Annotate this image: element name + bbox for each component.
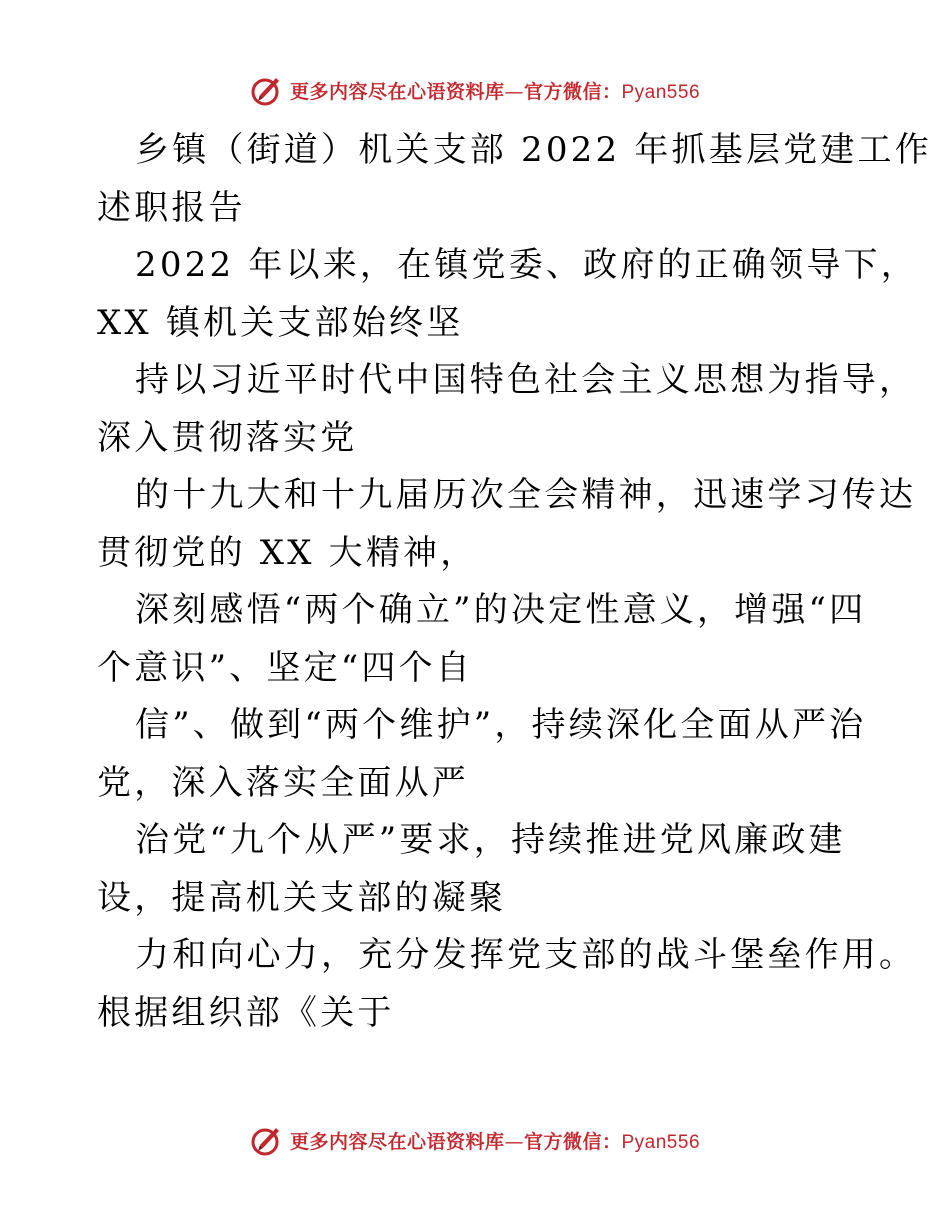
bottom-watermark-banner: [0, 1120, 950, 1160]
paragraph-4: [97, 467, 917, 582]
watermark-label: 官方微信：: [523, 1130, 622, 1153]
text-line: 述职报告: [97, 187, 246, 228]
quill-pen-logo-icon: [250, 73, 284, 107]
text-line: 深刻感悟“两个确立”的决定性意义，增强“四: [135, 590, 867, 630]
text-line: 治党“九个从严”要求，持续推进党风廉政建: [135, 820, 846, 860]
paragraph-2: [97, 237, 918, 352]
paragraph-8: [97, 927, 917, 1042]
watermark-text: [290, 1127, 700, 1154]
watermark-separator: —: [504, 1130, 524, 1153]
text-line: 设，提高机关支部的凝聚: [97, 877, 507, 918]
watermark-main: 更多内容尽在心语资料库: [289, 1130, 505, 1153]
text-line: 力和向心力，充分发挥党支部的战斗堡垒作用。: [135, 935, 917, 975]
quill-pen-logo-icon: [250, 1123, 284, 1157]
text-line: XX 镇机关支部始终坚: [97, 302, 464, 343]
watermark-separator: —: [504, 80, 524, 103]
text-line: 个意识”、坚定“四个自: [97, 647, 473, 688]
watermark-text: [290, 77, 700, 104]
watermark-main: 更多内容尽在心语资料库: [289, 80, 505, 103]
paragraph-5: [97, 582, 867, 697]
text-line: 深入贯彻落实党: [97, 417, 358, 458]
text-line: 持以习近平时代中国特色社会主义思想为指导，: [135, 360, 917, 400]
text-line: 贯彻党的 XX 大精神，: [97, 532, 478, 573]
text-line: 乡镇（街道）机关支部 2022 年抓基层党建工作: [135, 130, 932, 170]
paragraph-1: [97, 122, 932, 237]
watermark-handle: Pyan556: [621, 1131, 701, 1153]
paragraph-3: [97, 352, 917, 467]
document-body: [97, 122, 932, 1042]
watermark-label: 官方微信：: [523, 80, 622, 103]
paragraph-6: [97, 697, 867, 812]
text-line: 根据组织部《关于: [97, 992, 395, 1033]
text-line: 党，深入落实全面从严: [97, 762, 469, 803]
watermark-handle: Pyan556: [621, 81, 701, 103]
text-line: 信”、做到“两个维护”，持续深化全面从严治: [135, 705, 867, 745]
paragraph-7: [97, 812, 867, 927]
text-line: 的十九大和十九届历次全会精神，迅速学习传达: [135, 475, 917, 515]
top-watermark-banner: [0, 70, 950, 110]
text-line: 2022 年以来，在镇党委、政府的正确领导下，: [135, 245, 918, 285]
